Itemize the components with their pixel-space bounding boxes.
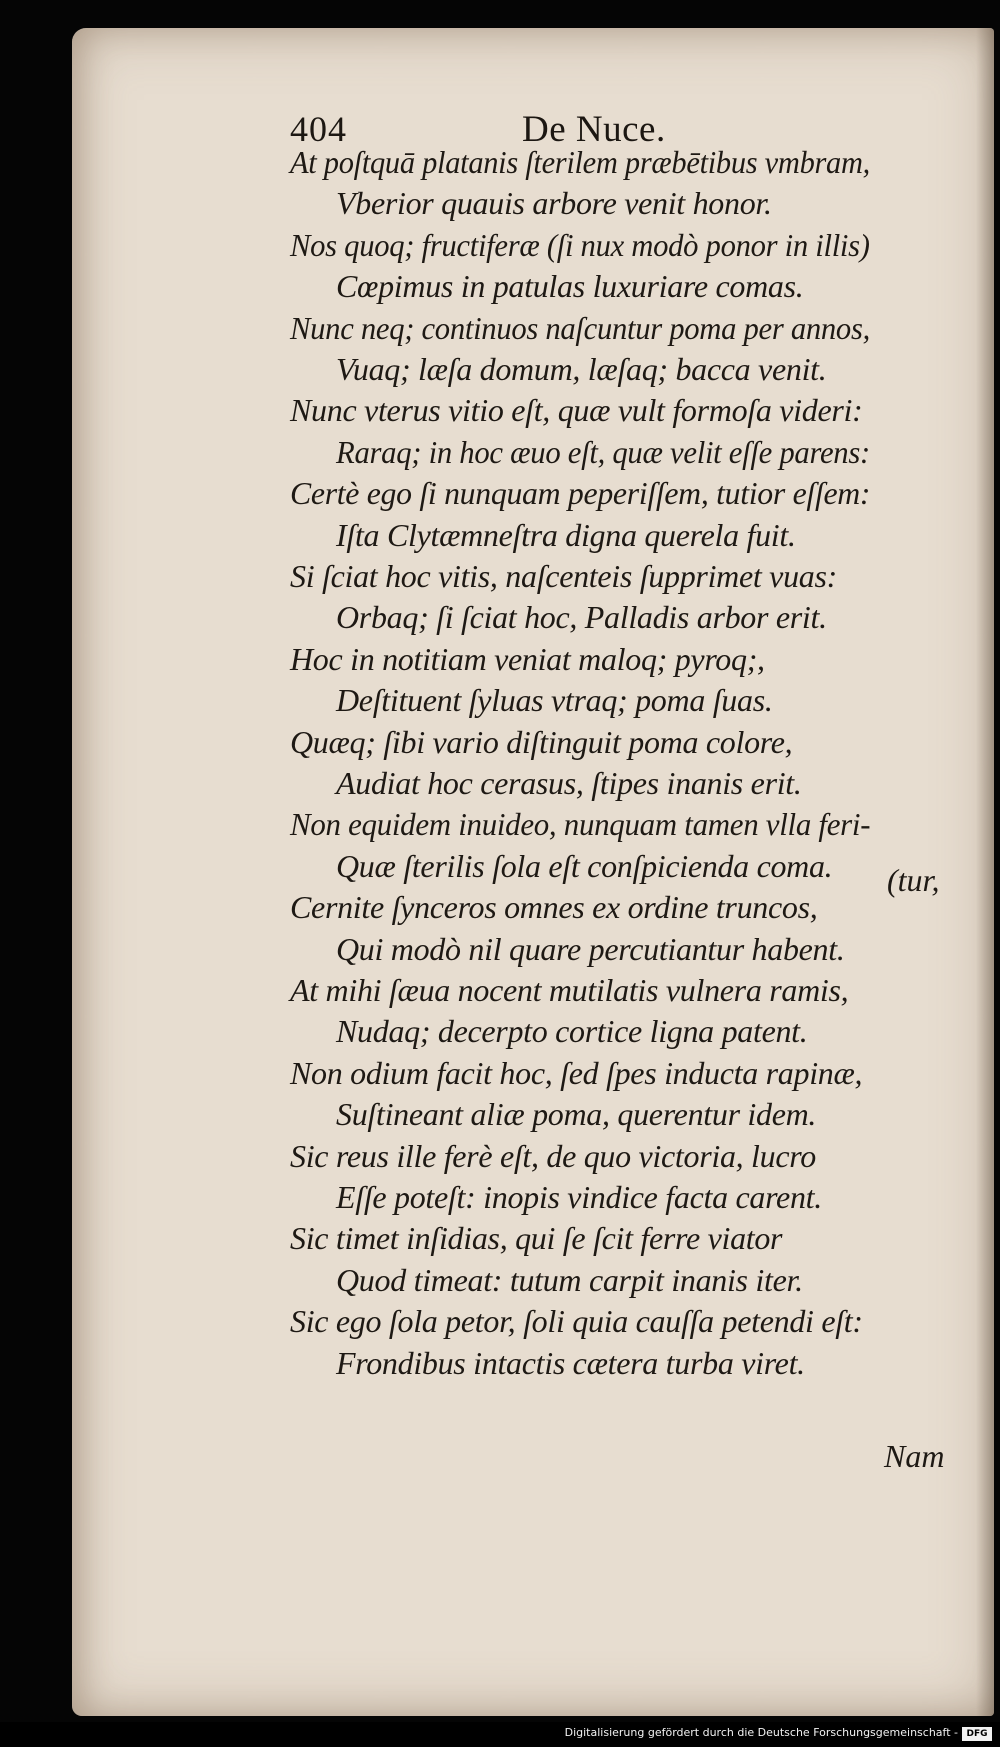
verse-line: At poſtquā platanis ſterilem præbētibus vmbram, <box>290 144 871 180</box>
verse-line: Si ſciat hoc vitis, naſcenteis ſupprimet vuas: <box>290 558 837 594</box>
line-continuation: (tur, <box>887 862 940 898</box>
verse-line: Nunc vterus vitio eſt, quæ vult formoſa videri: <box>290 392 863 429</box>
verse-line: Sic reus ille ferè eſt, de quo victoria, lucro <box>290 1137 816 1174</box>
verse-line: Frondibus intactis cætera turba viret. <box>336 1344 805 1381</box>
verse-line: Orbaq; ſi ſciat hoc, Palladis arbor erit. <box>336 599 827 636</box>
dfg-logo: DFG <box>962 1727 992 1741</box>
verse-line: Certè ego ſi nunquam peperiſſem, tutior eſſem: <box>290 475 871 512</box>
catchword: Nam <box>884 1438 945 1474</box>
verse-line: Qui modò nil quare percutiantur habent. <box>336 930 845 967</box>
verse-line: Deſtituent ſyluas vtraq; poma ſuas. <box>336 682 773 719</box>
verse-line: Sic ego ſola petor, ſoli quia cauſſa petendi eſt: <box>290 1303 863 1340</box>
verse-line: Audiat hoc cerasus, ſtipes inanis erit. <box>336 765 802 801</box>
verse-line: Quod timeat: tutum carpit inanis iter. <box>336 1261 803 1298</box>
verse-line: Eſſe poteſt: inopis vindice facta carent. <box>336 1179 822 1215</box>
footer-credit: Digitalisierung gefördert durch die Deutsche Forschungsgemeinschaft - <box>564 1726 958 1739</box>
running-title: De Nuce. <box>522 109 666 150</box>
verse-line: Suſtineant aliæ poma, querentur idem. <box>336 1096 817 1133</box>
verse-line: Nunc neq; continuos naſcuntur poma per annos, <box>290 309 870 346</box>
verse-line: Iſta Clytæmneſtra digna querela fuit. <box>336 516 796 553</box>
digitization-footer <box>0 1722 1000 1747</box>
verse-line: Quæq; ſibi vario diſtinguit poma colore, <box>290 723 793 760</box>
verse-line: Raraq; in hoc æuo eſt, quæ velit eſſe parens: <box>336 433 870 470</box>
verse-line: At mihi ſæua nocent mutilatis vulnera ramis, <box>290 972 849 1008</box>
page-number: 404 <box>290 109 347 149</box>
verse-line: Cernite ſynceros omnes ex ordine truncos, <box>290 889 818 926</box>
verse-line: Quæ ſterilis ſola eſt conſpicienda coma. <box>336 847 833 884</box>
verse-line: Sic timet inſidias, qui ſe ſcit ferre viator <box>290 1220 783 1257</box>
verse-line: Vuaq; læſa domum, læſaq; bacca venit. <box>336 351 827 387</box>
verse-line: Nos quoq; fructiferæ (ſi nux modò ponor in illis) <box>290 226 870 263</box>
verse-line: Hoc in notitiam veniat maloq; pyroq;, <box>290 640 765 677</box>
verse-line: Non equidem inuideo, nunquam tamen vlla feri- <box>290 806 871 843</box>
verse-line: Non odium facit hoc, ſed ſpes inducta rapinæ, <box>290 1054 863 1091</box>
verse-line: Vberior quauis arbore venit honor. <box>336 185 772 222</box>
verse-line: Cœpimus in patulas luxuriare comas. <box>336 268 804 305</box>
verse-line: Nudaq; decerpto cortice ligna patent. <box>336 1013 808 1050</box>
